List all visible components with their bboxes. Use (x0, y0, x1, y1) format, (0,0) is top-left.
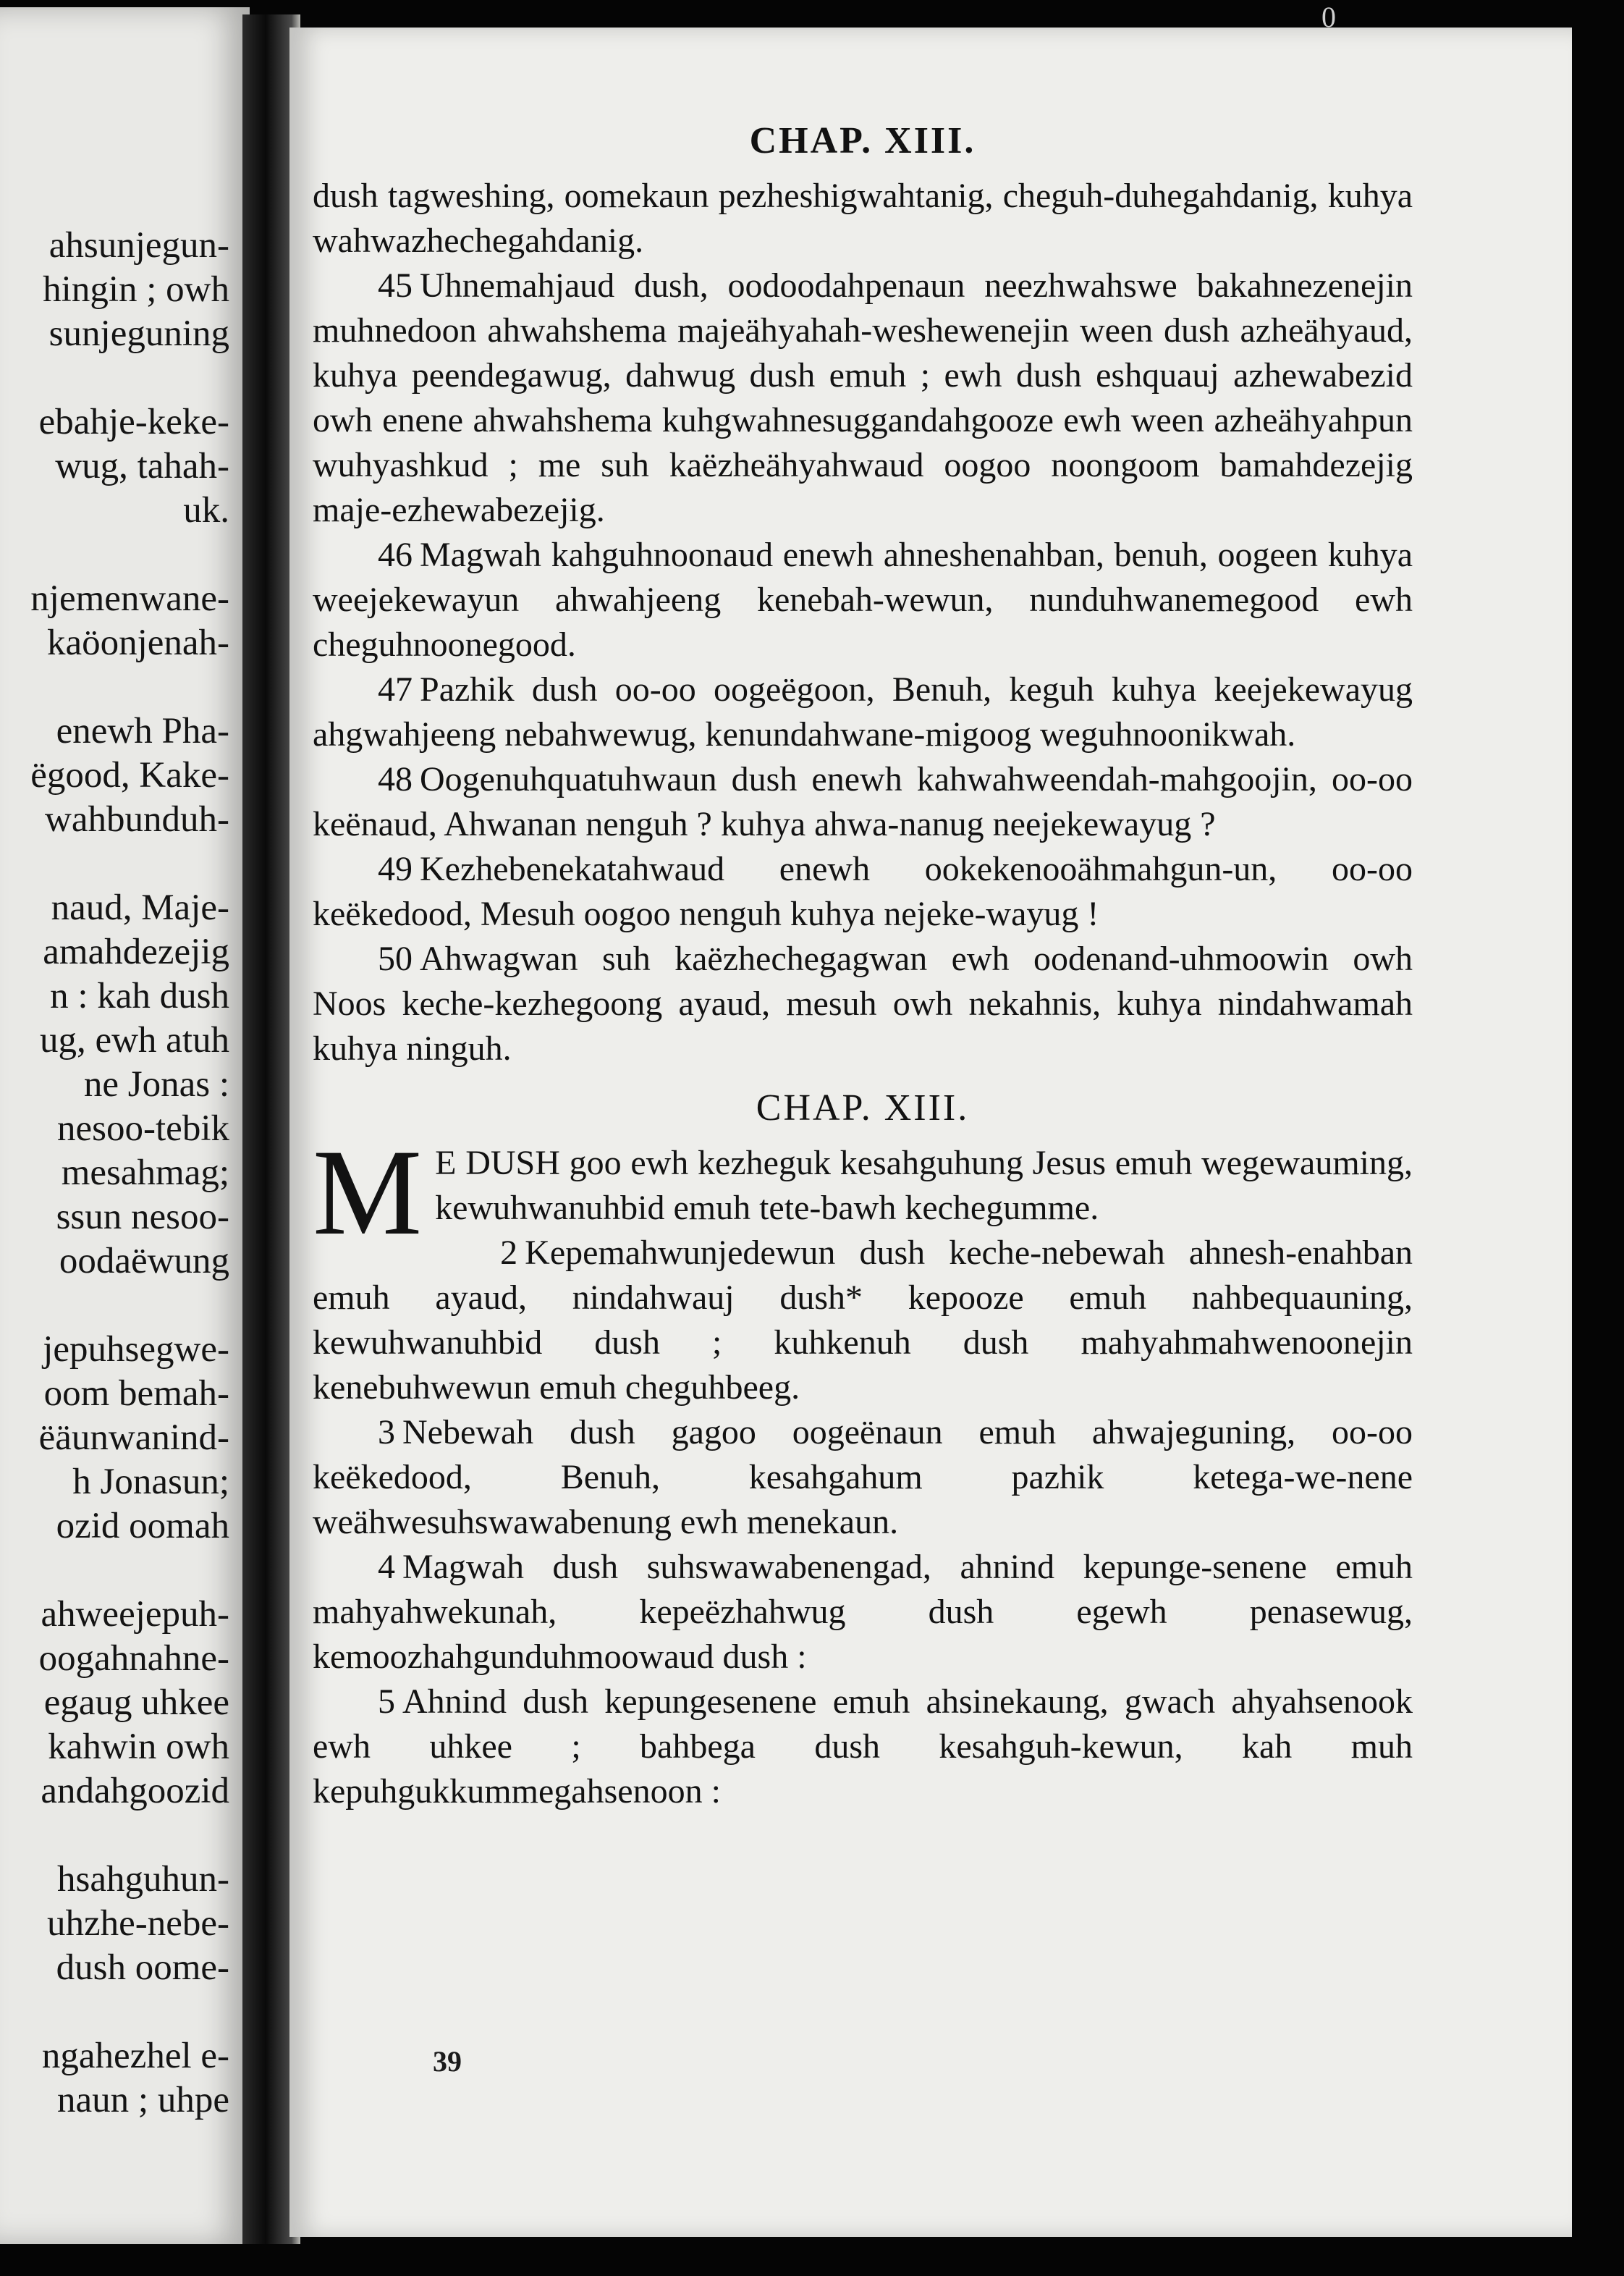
verse-number: 5 (378, 1682, 395, 1721)
verse-text: Kezhebenekatahwaud enewh ookekenooähmahgun-un, oo-oo keëkedood, Mesuh oogoo nenguh kuhya nejeke-wayug ! (313, 850, 1413, 933)
left-page-line: njemenwane- (30, 578, 229, 619)
left-page-line: ne Jonas : (83, 1064, 229, 1105)
verse (313, 1231, 1413, 1410)
verse (313, 757, 1413, 847)
verse-text: Kepemahwunjedewun dush keche-nebewah ahnesh-enahban emuh ayaud, nindahwauj dush* kepooze emuh nahbequauning, kewuhwanuhbid dush ; kuhkenuh dush mahyahmahwenoonejin kenebuhwewun emuh cheguhbeeg. (313, 1234, 1413, 1407)
left-page-line: h Jonasun; (72, 1462, 229, 1502)
verse (313, 533, 1413, 667)
left-page-line: enewh Pha- (56, 711, 229, 751)
verses-before-heading (313, 264, 1413, 1071)
opening-verse-continuation: dush tagweshing, oomekaun pezheshigwahtanig, cheguh-duhegahdanig, kuhya wahwazhechegahdanig. (313, 177, 1413, 260)
left-page-line: oom bemah- (43, 1373, 229, 1414)
left-page-line: wahbunduh- (45, 799, 229, 840)
left-page-line: ebahje-keke- (38, 402, 229, 442)
chapter-heading: CHAP. XIII. (756, 1087, 970, 1129)
left-page-line: jepuhsegwe- (43, 1329, 229, 1370)
verse-text: Ahwagwan suh kaëzhechegagwan ewh oodenand-uhmoowin owh Noos keche-kezhegoong ayaud, mesuh owh nekahnis, kuhya nindahwamah kuhya ninguh. (313, 940, 1413, 1068)
left-page-line: ozid oomah (56, 1506, 229, 1546)
verse-number: 3 (378, 1413, 395, 1451)
left-page-line: uk. (183, 490, 229, 531)
left-page-line: hingin ; owh (43, 269, 229, 310)
page-text-block (313, 109, 1413, 1814)
left-page-line: ëgood, Kake- (30, 755, 229, 796)
verse-number: 2 (500, 1234, 518, 1272)
left-page-line: kaöonjenah- (46, 623, 229, 663)
running-head: CHAP. XIII. (749, 120, 976, 161)
verse-number: 49 (378, 850, 413, 888)
chapter-first-verse (313, 1124, 1413, 1260)
corner-mark: 0 (1321, 1, 1336, 33)
left-page-line: nesoo-tebik (57, 1108, 229, 1149)
left-page-line: mesahmag; (61, 1152, 229, 1193)
verse-number: 4 (378, 1548, 395, 1586)
verse (313, 847, 1413, 937)
page-number: 39 (433, 2045, 462, 2078)
verse (313, 1545, 1413, 1679)
verse (313, 264, 1413, 533)
left-page-line: egaug uhkee (43, 1682, 229, 1723)
verse (313, 667, 1413, 757)
verse-text: Oogenuhquatuhwaun dush enewh kahwahweendah-mahgoojin, oo-oo keënaud, Ahwanan nenguh ? kuhya ahwa-nanug neejekewayug ? (313, 760, 1413, 843)
verse-text: Magwah kahguhnoonaud enewh ahneshenahban, benuh, oogeen kuhya weejekewayun ahwahjeeng kenebah-wewun, nunduhwanemegood ewh cheguhnoonegood. (313, 536, 1413, 664)
verse-number: 47 (378, 670, 413, 709)
left-page-line: ssun nesoo- (56, 1197, 229, 1237)
first-verse-text: E DUSH goo ewh kezheguk kesahguhung Jesus emuh wegewauming, kewuhwanuhbid emuh tete-bawh kechegumme. (435, 1144, 1413, 1227)
left-page-line: oodaëwung (59, 1241, 229, 1281)
verse (313, 1679, 1413, 1814)
verse (313, 937, 1413, 1071)
left-page-line: n : kah dush (50, 976, 229, 1016)
left-page-line: naud, Maje- (51, 888, 229, 928)
verses-after-heading (313, 1231, 1413, 1814)
left-page-line: ahweejepuh- (41, 1594, 229, 1635)
left-page-fragment (0, 7, 250, 2244)
verse-text: Ahnind dush kepungesenene emuh ahsinekaung, gwach ahyahsenook ewh uhkee ; bahbega dush kesahguh-kewun, kah muh kepuhgukkummegahsenoon : (313, 1682, 1413, 1811)
verse-text: Magwah dush suhswawabenengad, ahnind kepunge-senene emuh mahyahwekunah, kepeëzhahwug dush egewh penasewug, kemoozhahgunduhmoowaud dush : (313, 1548, 1413, 1676)
left-page-line: ngahezhel e- (41, 2036, 229, 2076)
verse-text: Pazhik dush oo-oo oogeëgoon, Benuh, keguh kuhya keejekewayug ahgwahjeeng nebahwewug, kenundahwane-migoog weguhnoonikwah. (313, 670, 1413, 754)
left-page-line: dush oome- (56, 1947, 229, 1988)
verse-number: 45 (378, 266, 413, 305)
left-page-line: uhzhe-nebe- (46, 1903, 229, 1944)
verse-number: 48 (378, 760, 413, 798)
left-page-line: naun ; uhpe (57, 2080, 229, 2120)
left-page-line: andahgoozid (41, 1771, 229, 1811)
verse (313, 1410, 1413, 1545)
left-page-line: kahwin owh (48, 1727, 229, 1767)
left-page-line: sunjeguning (48, 313, 229, 354)
verse-text: Nebewah dush gagoo oogeënaun emuh ahwajeguning, oo-oo keëkedood, Benuh, kesahgahum pazhik ketega-we-nene weähwesuhswawabenung ewh menekaun. (313, 1413, 1413, 1541)
verse-text: Uhnemahjaud dush, oodoodahpenaun neezhwahswe bakahnezenejin muhnedoon ahwahshema majeähyahah-weshewenejin ween dush azheähyaud, kuhya peendegawug, dahwug dush emuh ; ewh dush eshquauj azhewabezid owh enene ahwahshema kuhgwahnesuggandahgooze ewh ween azheähyahpun wuhyashkud ; me suh kaëzheähyahwaud oogoo noongoom bamahdezejig maje-ezhewabezejig. (313, 266, 1413, 529)
verse-number: 46 (378, 536, 413, 574)
left-page-line: ahsunjegun- (48, 225, 229, 266)
drop-cap: M (313, 1124, 423, 1260)
verse-number: 50 (378, 940, 413, 978)
left-page-line: ug, ewh atuh (39, 1020, 229, 1061)
left-page-line: oogahnahne- (38, 1638, 229, 1679)
left-page-line: amahdezejig (43, 932, 229, 972)
left-page-line: wug, tahah- (55, 446, 229, 486)
left-page-line: ëäunwanind- (38, 1417, 229, 1458)
left-page-line: hsahguhun- (57, 1859, 229, 1900)
